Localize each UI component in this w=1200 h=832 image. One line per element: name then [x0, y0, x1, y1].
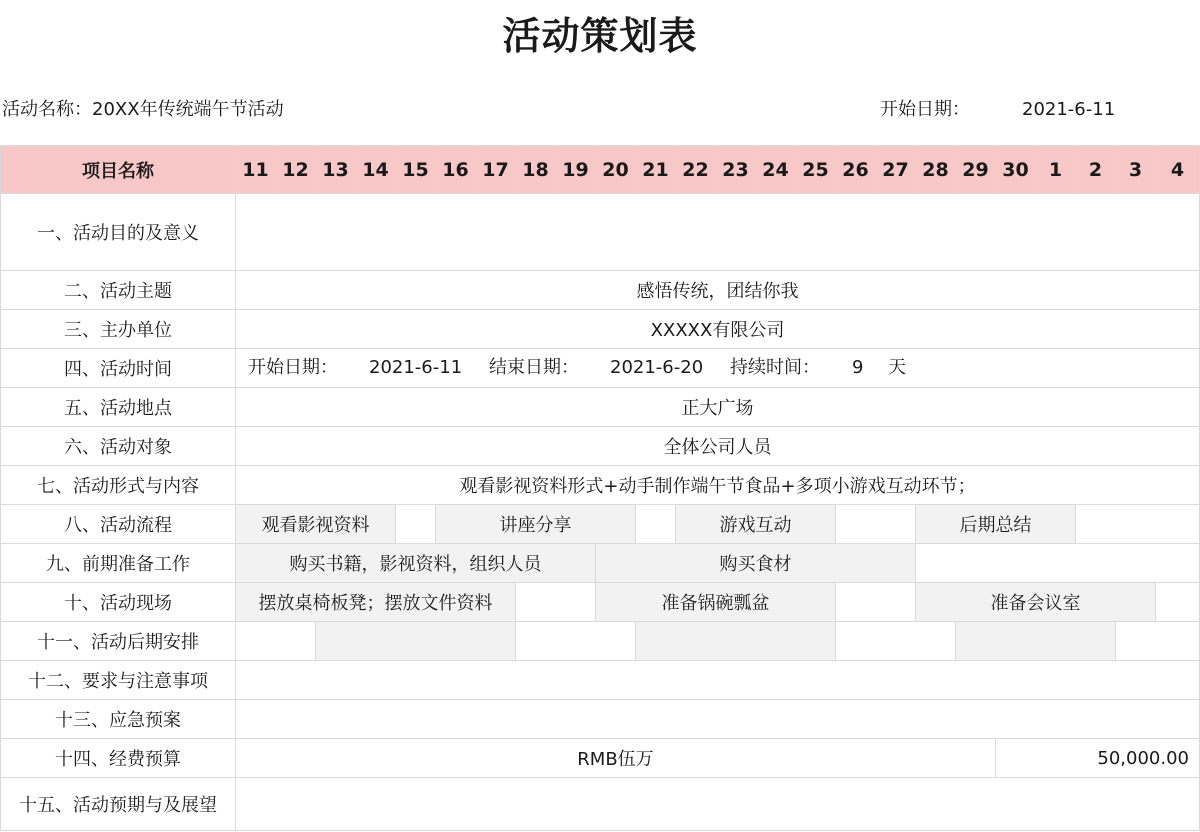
- page-title: 活动策划表: [502, 14, 698, 58]
- followup-block[interactable]: [316, 622, 516, 661]
- row-label: 十二、要求与注意事项: [1, 661, 236, 700]
- row-budget: [1, 739, 1200, 778]
- header-day: 21: [636, 146, 676, 194]
- row-purpose: [1, 194, 1200, 271]
- row-content-cell[interactable]: [236, 194, 1200, 271]
- row-content-cell[interactable]: [236, 700, 1200, 739]
- header-day: 13: [316, 146, 356, 194]
- row-label: 三、主办单位: [1, 310, 236, 349]
- empty-cell[interactable]: [396, 505, 436, 544]
- plan-table: [0, 145, 1200, 831]
- row-label: 十一、活动后期安排: [1, 622, 236, 661]
- header-item-name: 项目名称: [1, 146, 236, 194]
- row-content-cell[interactable]: 观看影视资料形式+动手制作端午节食品+多项小游戏互动环节；: [236, 466, 1200, 505]
- header-day: 23: [716, 146, 756, 194]
- header-day: 27: [876, 146, 916, 194]
- header-day: 14: [356, 146, 396, 194]
- row-label: 十三、应急预案: [1, 700, 236, 739]
- row-content-cell[interactable]: 正大广场: [236, 388, 1200, 427]
- activity-name: 活动名称：20XX年传统端午节活动: [2, 99, 284, 120]
- row-time-cell[interactable]: [236, 349, 1200, 388]
- header-day: 22: [676, 146, 716, 194]
- empty-cell[interactable]: [1116, 622, 1200, 661]
- row-followup: [1, 622, 1200, 661]
- budget-text[interactable]: RMB伍万: [236, 739, 996, 778]
- row-label: 十五、活动预期与及展望: [1, 778, 236, 831]
- header-day: 25: [796, 146, 836, 194]
- row-label: 十、活动现场: [1, 583, 236, 622]
- start-date-label: 开始日期：: [880, 99, 970, 120]
- row-audience: [1, 427, 1200, 466]
- row-label: 一、活动目的及意义: [1, 194, 236, 271]
- header-day: 28: [916, 146, 956, 194]
- row-format: [1, 466, 1200, 505]
- header-day: 12: [276, 146, 316, 194]
- row-label: 八、活动流程: [1, 505, 236, 544]
- row-label: 二、活动主题: [1, 271, 236, 310]
- header-day: 1: [1036, 146, 1076, 194]
- header-day: 16: [436, 146, 476, 194]
- followup-block[interactable]: [636, 622, 836, 661]
- time-duration-value: 9: [852, 357, 864, 378]
- empty-cell[interactable]: [636, 505, 676, 544]
- header-day: 24: [756, 146, 796, 194]
- header-day: 20: [596, 146, 636, 194]
- empty-cell[interactable]: [1156, 583, 1200, 622]
- header-day: 15: [396, 146, 436, 194]
- onsite-block[interactable]: 准备会议室: [916, 583, 1156, 622]
- process-block[interactable]: 讲座分享: [436, 505, 636, 544]
- process-block[interactable]: 游戏互动: [676, 505, 836, 544]
- onsite-block[interactable]: 准备锅碗瓢盆: [596, 583, 836, 622]
- row-content-cell[interactable]: [236, 778, 1200, 831]
- empty-cell[interactable]: [516, 622, 636, 661]
- time-end-label: 结束日期：: [489, 357, 579, 378]
- empty-cell[interactable]: [836, 583, 916, 622]
- row-process: [1, 505, 1200, 544]
- empty-cell[interactable]: [836, 622, 956, 661]
- row-organizer: [1, 310, 1200, 349]
- row-content-cell[interactable]: [236, 661, 1200, 700]
- time-start-label: 开始日期：: [248, 357, 338, 378]
- start-date-value: 2021-6-11: [1022, 99, 1116, 120]
- header-day: 29: [956, 146, 996, 194]
- row-time: [1, 349, 1200, 388]
- row-label: 十四、经费预算: [1, 739, 236, 778]
- time-duration-unit: 天: [888, 357, 906, 378]
- header-day: 30: [996, 146, 1036, 194]
- row-content-cell[interactable]: 全体公司人员: [236, 427, 1200, 466]
- preparation-block[interactable]: 购买书籍，影视资料，组织人员: [236, 544, 596, 583]
- row-contingency: [1, 700, 1200, 739]
- empty-cell[interactable]: [836, 505, 916, 544]
- row-onsite: [1, 583, 1200, 622]
- row-content-cell[interactable]: XXXXX有限公司: [236, 310, 1200, 349]
- header-day: 2: [1076, 146, 1116, 194]
- empty-cell[interactable]: [916, 544, 1200, 583]
- header-day: 19: [556, 146, 596, 194]
- row-label: 六、活动对象: [1, 427, 236, 466]
- empty-cell[interactable]: [516, 583, 596, 622]
- row-location: [1, 388, 1200, 427]
- time-start-value: 2021-6-11: [369, 357, 463, 378]
- row-label: 四、活动时间: [1, 349, 236, 388]
- row-label: 九、前期准备工作: [1, 544, 236, 583]
- followup-block[interactable]: [956, 622, 1116, 661]
- onsite-block[interactable]: 摆放桌椅板凳；摆放文件资料: [236, 583, 516, 622]
- time-end-value: 2021-6-20: [610, 357, 704, 378]
- row-preparation: [1, 544, 1200, 583]
- header-day: 3: [1116, 146, 1156, 194]
- empty-cell[interactable]: [1076, 505, 1200, 544]
- row-outlook: [1, 778, 1200, 831]
- row-theme: [1, 271, 1200, 310]
- header-day: 4: [1156, 146, 1200, 194]
- row-label: 五、活动地点: [1, 388, 236, 427]
- empty-cell[interactable]: [236, 622, 316, 661]
- process-block[interactable]: 观看影视资料: [236, 505, 396, 544]
- header-day: 18: [516, 146, 556, 194]
- row-content-cell[interactable]: 感悟传统，团结你我: [236, 271, 1200, 310]
- header-row: [1, 146, 1200, 194]
- header-day: 11: [236, 146, 276, 194]
- process-block[interactable]: 后期总结: [916, 505, 1076, 544]
- row-requirements: [1, 661, 1200, 700]
- preparation-block[interactable]: 购买食材: [596, 544, 916, 583]
- header-day: 26: [836, 146, 876, 194]
- header-day: 17: [476, 146, 516, 194]
- time-duration-label: 持续时间：: [730, 357, 820, 378]
- budget-amount[interactable]: 50,000.00: [996, 739, 1200, 778]
- row-label: 七、活动形式与内容: [1, 466, 236, 505]
